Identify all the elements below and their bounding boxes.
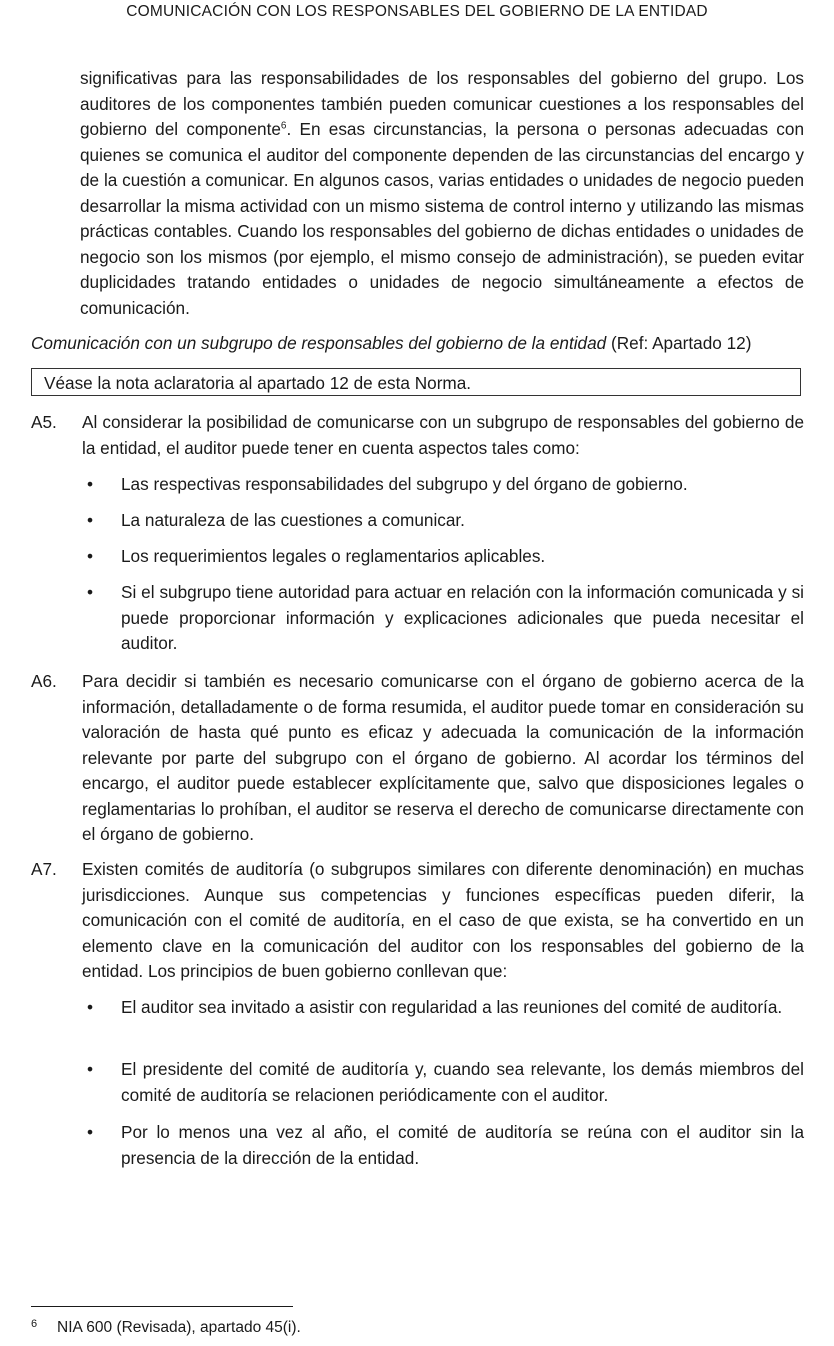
footnote-divider bbox=[31, 1306, 293, 1307]
a5-bullet-2: La naturaleza de las cuestiones a comunicar. bbox=[121, 510, 465, 530]
intro-text-b: . En esas circunstancias, la persona o personas adecuadas con quienes se comunica el auditor del componente dependen de las circunstancias del encargo y de la cuestión a comunicar. En algunos casos, varias entidades o unidades de negocio pueden desarrollar la misma actividad con un mismo sistema de control interno y utilizando las mismas prácticas contables. Cuando los responsables del gobierno de dichas entidades o unidades de negocio son los mismos (por ejemplo, el mismo consejo de administración), se pueden evitar duplicidades tratando entidades o unidades de negocio simultáneamente a efectos de comunicación. bbox=[80, 119, 804, 318]
footnote-mark: 6 bbox=[31, 1318, 38, 1330]
paragraph-a7-text: Existen comités de auditoría (o subgrupos similares con diferente denominación) en muchas jurisdicciones. Aunque sus competencias y funciones específicas pueden diferir, la comunicación con el comité de auditoría, en el caso de que exista, se ha convertido en un elemento clave en la comunicación del auditor con los responsables del gobierno de la entidad. Los principios de buen gobierno conllevan que: bbox=[82, 859, 804, 981]
bullet-marker: • bbox=[87, 582, 94, 602]
subheading-ref: (Ref: Apartado 12) bbox=[606, 333, 752, 353]
a5-bullet-4: Si el subgrupo tiene autoridad para actuar en relación con la información comunicada y si puede proporcionar información y explicaciones adicionales que pueda necesitar el auditor. bbox=[121, 582, 804, 653]
paragraph-number-a6: A6. bbox=[31, 671, 57, 691]
bullet-marker: • bbox=[87, 474, 94, 494]
intro-paragraph bbox=[80, 66, 804, 321]
footnote-text: NIA 600 (Revisada), apartado 45(i). bbox=[57, 1319, 301, 1336]
a7-bullet-2: El presidente del comité de auditoría y, cuando sea relevante, los demás miembros del comité de auditoría se relacionen periódicamente con el auditor. bbox=[121, 1059, 804, 1105]
a5-bullet-1: Las respectivas responsabilidades del subgrupo y del órgano de gobierno. bbox=[121, 474, 688, 494]
note-box-text: Véase la nota aclaratoria al apartado 12 de esta Norma. bbox=[44, 373, 472, 393]
subheading-title: Comunicación con un subgrupo de responsables del gobierno de la entidad bbox=[31, 333, 607, 353]
bullet-marker: • bbox=[87, 546, 94, 566]
explanatory-note-box bbox=[31, 368, 801, 396]
bullet-marker: • bbox=[87, 1059, 94, 1079]
intro-text-a: significativas para las responsabilidades de los responsables del gobierno del grupo. Los auditores de los componentes también pueden comunicar cuestiones a los responsables del gobierno del componente bbox=[80, 68, 804, 139]
footnote-reference[interactable]: 6 bbox=[280, 120, 287, 132]
paragraph-number-a7: A7. bbox=[31, 859, 57, 879]
bullet-marker: • bbox=[87, 1122, 94, 1142]
running-header: COMUNICACIÓN CON LOS RESPONSABLES DEL GOBIERNO DE LA ENTIDAD bbox=[126, 3, 708, 20]
paragraph-a5-text: Al considerar la posibilidad de comunicarse con un subgrupo de responsables del gobierno de la entidad, el auditor puede tener en cuenta aspectos tales como: bbox=[82, 412, 804, 458]
a7-bullet-3: Por lo menos una vez al año, el comité de auditoría se reúna con el auditor sin la presencia de la dirección de la entidad. bbox=[121, 1122, 804, 1168]
bullet-marker: • bbox=[87, 510, 94, 530]
paragraph-a6-text: Para decidir si también es necesario comunicarse con el órgano de gobierno acerca de la información, detalladamente o de forma resumida, el auditor puede tomar en consideración su valoración de hasta qué punto es eficaz y adecuada la comunicación de la información relevante por parte del subgrupo con el órgano de gobierno. Al acordar los términos del encargo, el auditor puede establecer explícitamente que, salvo que disposiciones legales o reglamentarias lo prohíban, el auditor se reserva el derecho de comunicarse directamente con el órgano de gobierno. bbox=[82, 671, 804, 844]
a7-bullet-1: El auditor sea invitado a asistir con regularidad a las reuniones del comité de auditoría. bbox=[121, 997, 783, 1017]
paragraph-number-a5: A5. bbox=[31, 412, 57, 432]
bullet-marker: • bbox=[87, 997, 94, 1017]
section-subheading bbox=[31, 333, 751, 354]
a5-bullet-3: Los requerimientos legales o reglamentarios aplicables. bbox=[121, 546, 546, 566]
